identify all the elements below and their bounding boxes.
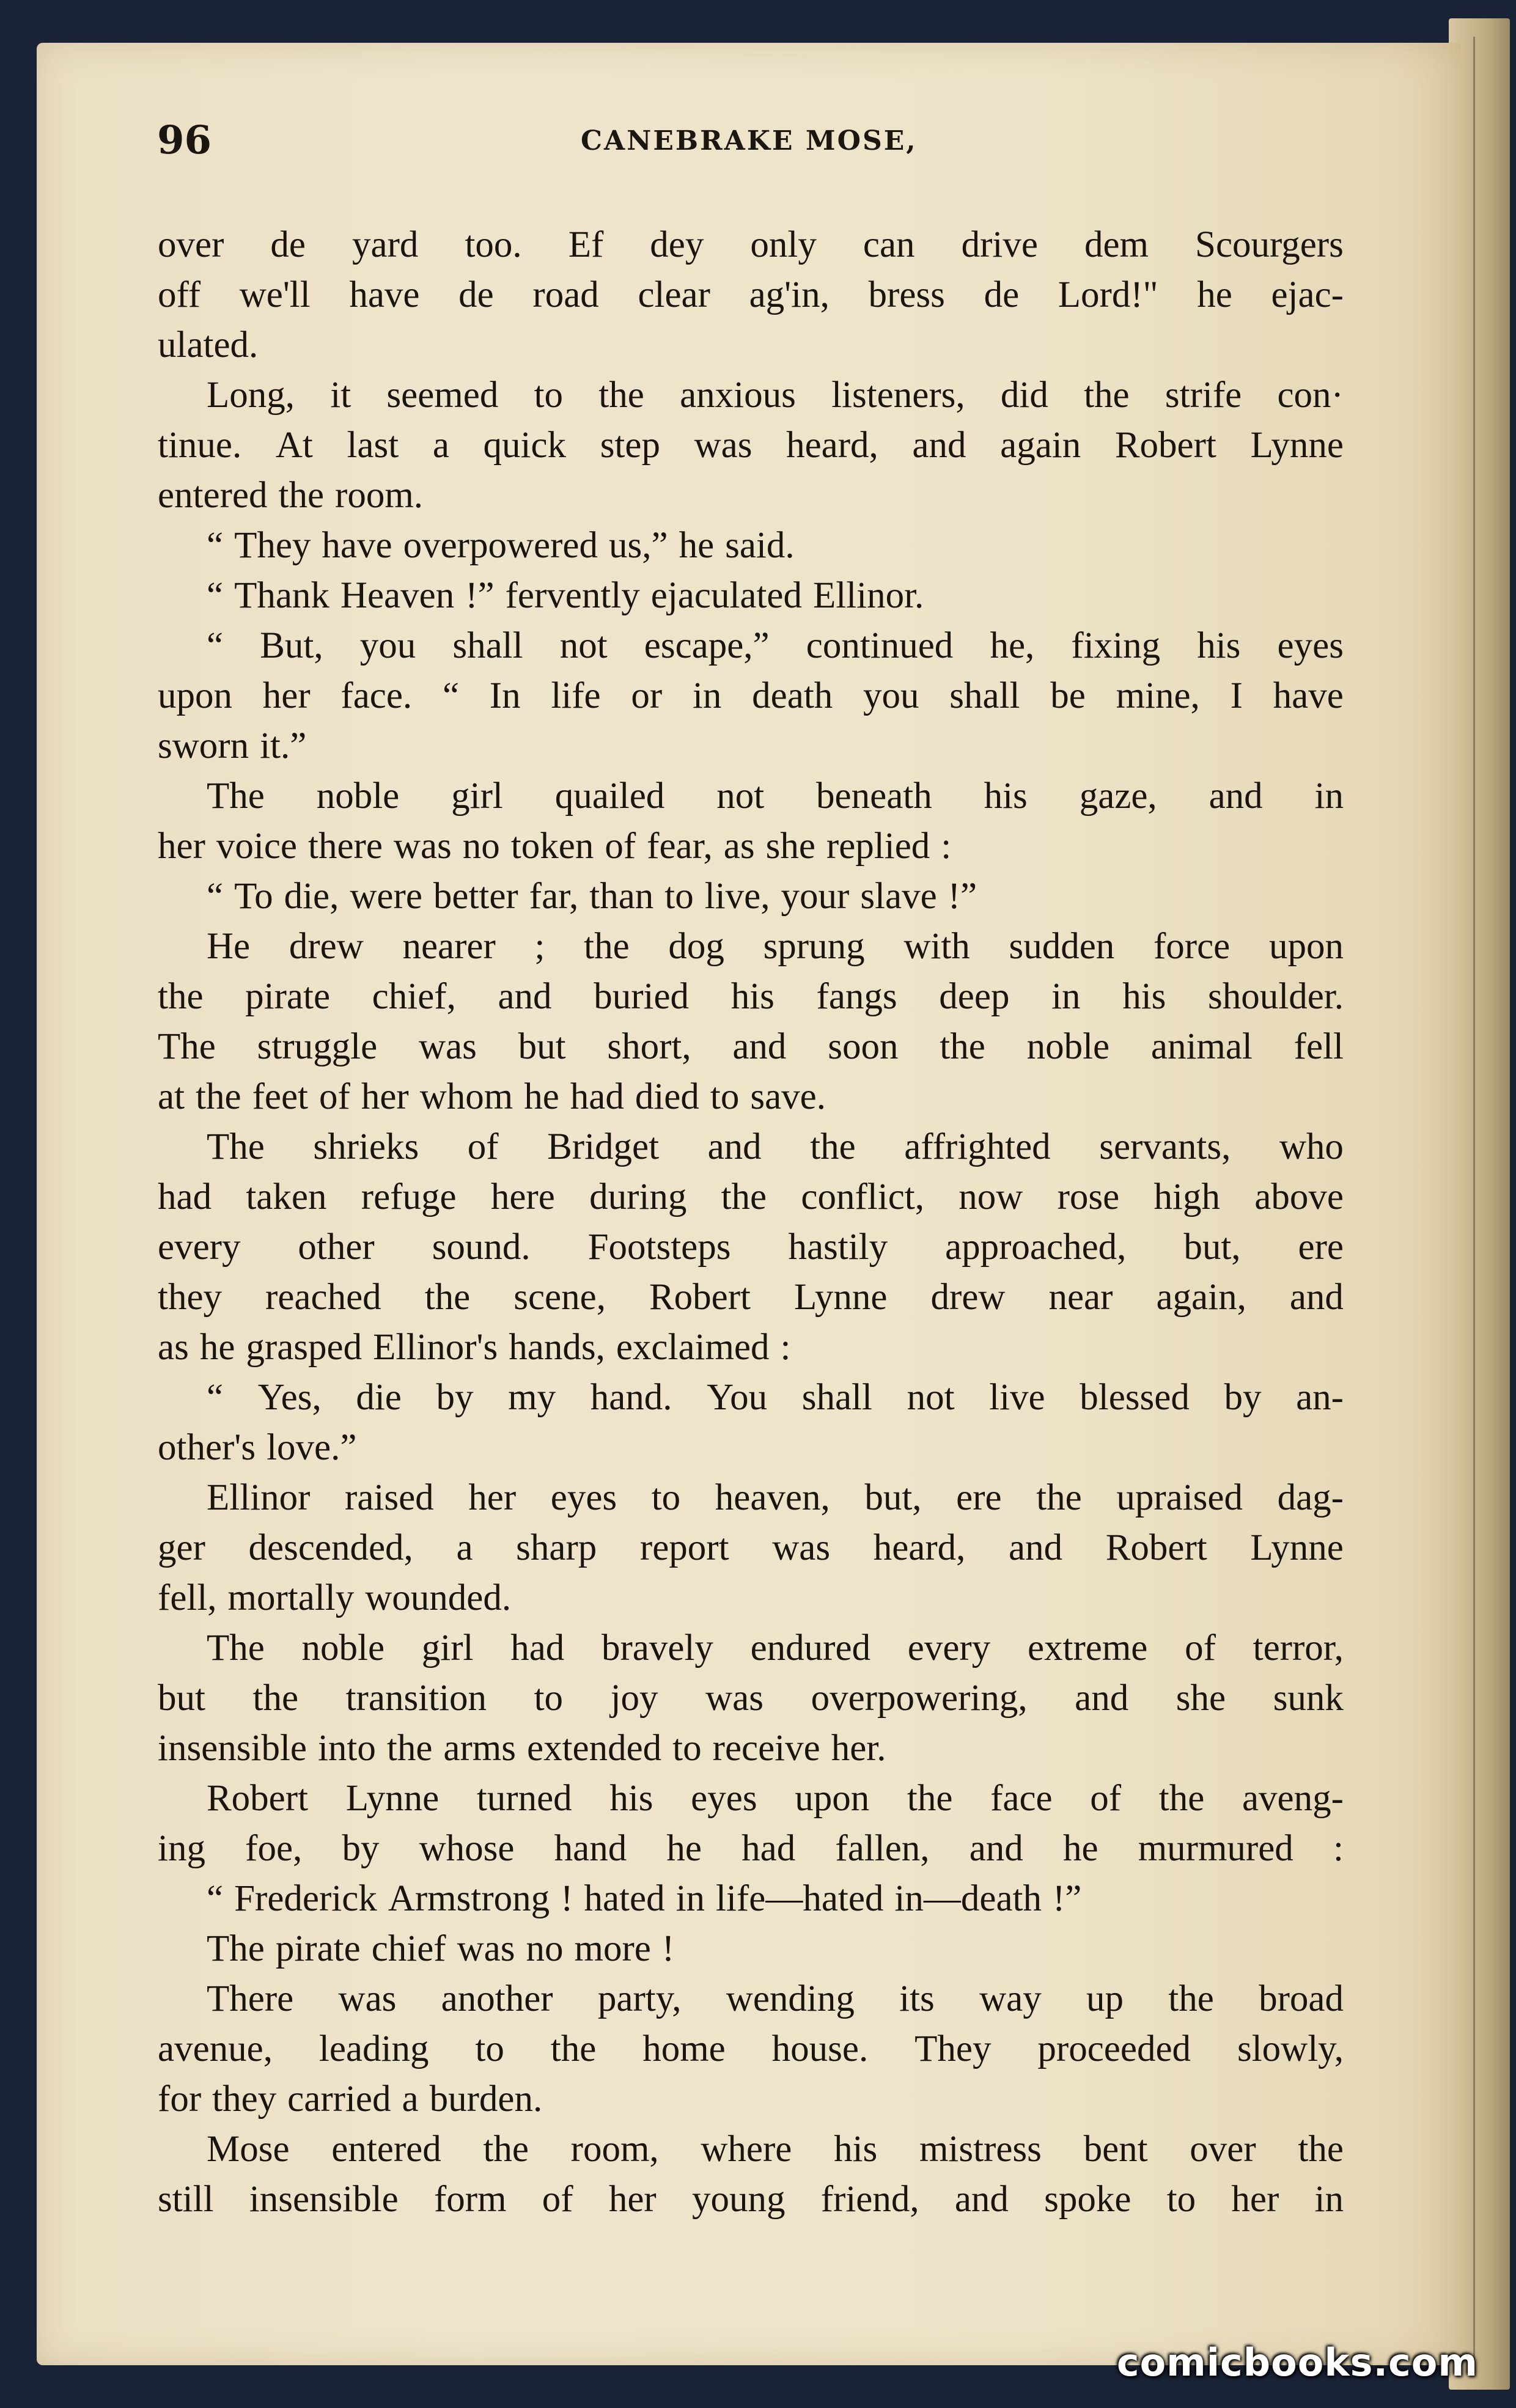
text-line: Ellinor raised her eyes to heaven, but, ere the upraised dag- xyxy=(207,1477,1344,1518)
text-line: The struggle was but short, and soon the noble animal fell xyxy=(158,1026,1344,1067)
text-line: every other sound. Footsteps hastily approached, but, ere xyxy=(158,1227,1344,1268)
text-line: “ Frederick Armstrong ! hated in life—hated in—death !” xyxy=(207,1878,1082,1919)
text-line: upon her face. “ In life or in death you shall be mine, I have xyxy=(158,675,1344,716)
running-head: CANEBRAKE MOSE, xyxy=(581,125,918,156)
text-line: “ Yes, die by my hand. You shall not live blessed by an- xyxy=(207,1377,1344,1418)
text-line: at the feet of her whom he had died to save. xyxy=(158,1076,826,1117)
text-line: had taken refuge here during the conflict, now rose high above xyxy=(158,1176,1344,1217)
page-edge-line xyxy=(1473,37,1475,2371)
page-number: 96 xyxy=(157,117,212,163)
text-line: “ They have overpowered us,” he said. xyxy=(207,525,795,566)
text-line: ing foe, by whose hand he had fallen, and he murmured : xyxy=(158,1828,1344,1869)
text-line: The noble girl quailed not beneath his gaze, and in xyxy=(207,776,1344,817)
text-line: The shrieks of Bridget and the affrighted servants, who xyxy=(207,1126,1344,1167)
text-line: off we'll have de road clear ag'in, bress de Lord!" he ejac- xyxy=(158,274,1344,315)
text-line: “ But, you shall not escape,” continued he, fixing his eyes xyxy=(207,625,1344,666)
text-line: ger descended, a sharp report was heard, and Robert Lynne xyxy=(158,1527,1344,1568)
watermark: comicbooks.com xyxy=(1116,2340,1478,2385)
text-line: ulated. xyxy=(158,325,259,365)
text-line: for they carried a burden. xyxy=(158,2079,543,2120)
text-line: There was another party, wending its way up the broad xyxy=(207,1978,1344,2019)
text-line: they reached the scene, Robert Lynne drew near again, and xyxy=(158,1277,1344,1318)
text-line: The noble girl had bravely endured every extreme of terror, xyxy=(207,1628,1344,1668)
text-line: but the transition to joy was overpowering, and she sunk xyxy=(158,1678,1344,1719)
text-line: avenue, leading to the home house. They proceeded slowly, xyxy=(158,2028,1344,2069)
text-line: fell, mortally wounded. xyxy=(158,1577,512,1618)
body-text xyxy=(158,220,1344,2225)
text-line: “ To die, were better far, than to live, your slave !” xyxy=(207,876,977,917)
text-line: still insensible form of her young friend, and spoke to her in xyxy=(158,2179,1344,2220)
text-line: Robert Lynne turned his eyes upon the face of the aveng- xyxy=(207,1778,1344,1819)
text-line: over de yard too. Ef dey only can drive dem Scourgers xyxy=(158,224,1344,265)
text-line: He drew nearer ; the dog sprung with sudden force upon xyxy=(207,926,1344,967)
text-line: insensible into the arms extended to receive her. xyxy=(158,1728,886,1769)
text-line: entered the room. xyxy=(158,475,424,516)
text-line: sworn it.” xyxy=(158,725,307,766)
text-line: the pirate chief, and buried his fangs deep in his shoulder. xyxy=(158,976,1344,1017)
text-line: Mose entered the room, where his mistress bent over the xyxy=(207,2129,1344,2170)
text-line: tinue. At last a quick step was heard, and again Robert Lynne xyxy=(158,425,1344,466)
text-line: as he grasped Ellinor's hands, exclaimed : xyxy=(158,1327,791,1368)
text-line: Long, it seemed to the anxious listeners, did the strife con· xyxy=(207,375,1344,416)
text-line: her voice there was no token of fear, as she replied : xyxy=(158,826,952,867)
text-line: other's love.” xyxy=(158,1427,357,1468)
text-line: “ Thank Heaven !” fervently ejaculated Ellinor. xyxy=(207,575,924,616)
text-line: The pirate chief was no more ! xyxy=(207,1928,675,1969)
